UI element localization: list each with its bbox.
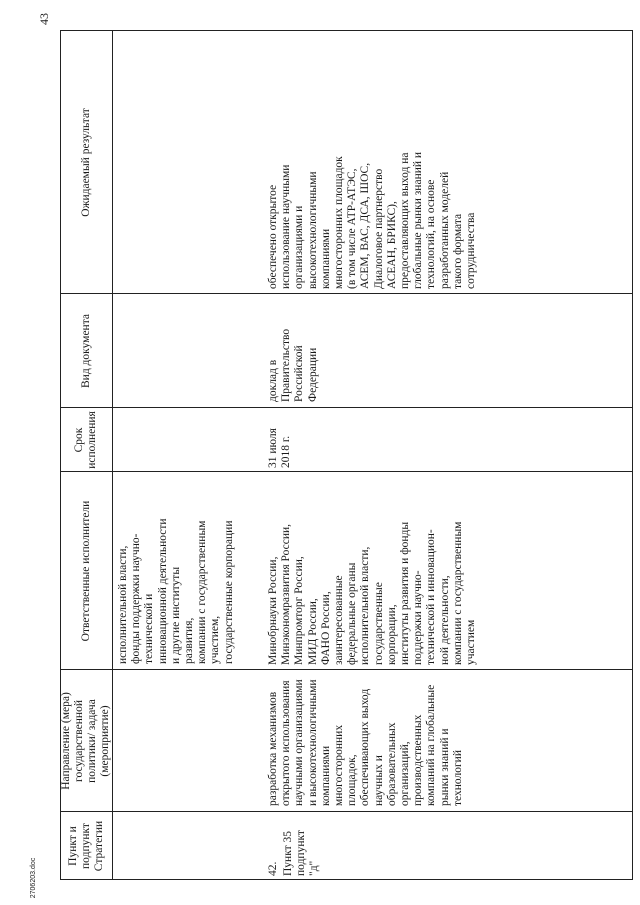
header-document-type: Вид документа [79, 314, 92, 388]
header-strategy-point: Пункт и подпункт Стратегии [66, 820, 105, 872]
table-border-bottom [632, 30, 633, 880]
column-border [60, 407, 633, 408]
row-strategy-point: Пункт 35 подпункт "д" [282, 830, 321, 876]
column-border [60, 879, 633, 880]
column-border [60, 669, 633, 670]
row-expected-result: обеспечено открытое использование научными организациями и высокотехнологичными компаниями многосторонних площадок (в том числе АТР-АТЭС, АСЕМ, ВАС, ДСА, ШОС, Диалоговое партнерство АСЕАН, БРИКС), предоставляющих выход на глобальные рынки знаний и технологий, на основе разработанных моделей такого формата сотрудничества [267, 151, 478, 289]
row-document-type: доклад в Правительство Российской Федерации [267, 328, 319, 402]
column-border [60, 811, 633, 812]
row-direction: разработка механизмов открытого использования научными организациями и высокотехнологичными компаниями многосторонних площадок, обеспечивающих выход научных и образовательных организаций, производственных компаний на глобальные рынки знаний и технологий [267, 679, 464, 806]
strategy-table [60, 30, 633, 880]
header-executors: Ответственные исполнители [79, 500, 92, 642]
page-number: 43 [37, 13, 51, 25]
footer-file-code: 2706203.doc [29, 857, 37, 899]
column-border [60, 293, 633, 294]
row-number: 42. [267, 861, 279, 876]
header-expected-result: Ожидаемый результат [79, 108, 92, 217]
column-border [60, 30, 633, 31]
continuation-executors: исполнительной власти, фонды поддержки научно- технической и инновационной деятельности и другие институты развития, компании с государственным участием, государственные корпорации [117, 518, 235, 664]
header-deadline: Срок исполнения [73, 411, 98, 469]
header-direction: Направление (мера) государственной политики/ задача (мероприятие) [60, 692, 111, 790]
page-content [60, 30, 633, 880]
column-border [60, 471, 633, 472]
row-executors: Минобрнауки России, Минэкономразвития России, Минпромторг России, МИД России, ФАНО России, заинтересованные федеральные органы исполнительной власти, государственные корпорации, институты развития и фонды поддержки научно- технической и инновацион- ной деятельности, компании с государственным участием [267, 521, 478, 665]
row-deadline: 31 июля 2018 г. [267, 428, 293, 468]
header-divider [112, 30, 113, 880]
